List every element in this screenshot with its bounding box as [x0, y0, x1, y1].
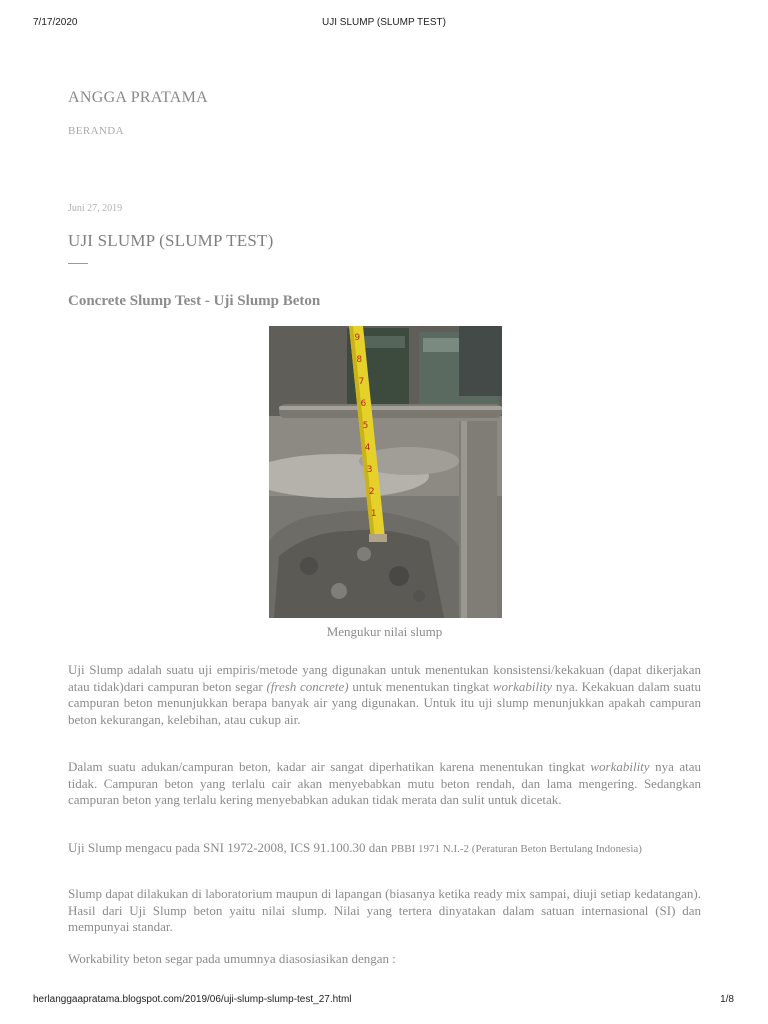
post-title: UJI SLUMP (SLUMP TEST): [68, 231, 274, 250]
tape-number: 5: [362, 421, 369, 431]
tape-number: 7: [358, 377, 365, 387]
image-caption: Mengukur nilai slump: [326, 624, 443, 639]
p3-text-pbbi: PBBI 1971 N.I.-2: [390, 843, 470, 855]
blog-title[interactable]: ANGGA PRATAMA: [68, 89, 208, 106]
tape-number: 6: [360, 399, 367, 409]
p2-italic-workability: workability: [590, 759, 650, 774]
tape-number: 2: [368, 487, 375, 497]
post-date: Juni 27, 2019: [68, 203, 123, 214]
title-divider: [68, 263, 88, 264]
p1-text-c: untuk menentukan tingkat: [348, 678, 493, 694]
print-title: UJI SLUMP (SLUMP TEST): [322, 17, 446, 28]
paragraph-2: [68, 759, 701, 809]
tape-number: 1: [370, 509, 377, 519]
print-page-number: 1/8: [720, 994, 734, 1005]
print-url: herlanggaapratama.blogspot.com/2019/06/uji-slump-slump-test_27.html: [33, 994, 352, 1005]
print-footer: [0, 994, 768, 1008]
nav-link-beranda[interactable]: BERANDA: [68, 125, 124, 137]
tape-number: 4: [364, 443, 371, 453]
print-header: [0, 17, 768, 31]
tape-number: 9: [354, 333, 361, 343]
p2-text-c: nya atau tidak. Campuran beton yang terlalu cair akan menyebabkan mutu beton rendah, dan lama mengering. Sedangkan campuran beton yang terlalu kering menyebabkan adukan tidak merata dan sulit untuk dicetak.: [68, 759, 702, 807]
p1-italic-fresh-concrete: (fresh concrete): [266, 678, 349, 694]
paragraph-3: [68, 840, 701, 858]
p3-text-a: Uji Slump mengacu pada SNI 1972-2008, ICS 91.100.30 dan: [68, 840, 391, 855]
slump-test-illustration: [269, 326, 502, 618]
p2-text-a: Dalam suatu adukan/campuran beton, kadar air sangat diperhatikan karena menentukan tingkat: [68, 759, 591, 774]
section-heading: Concrete Slump Test - Uji Slump Beton: [68, 293, 321, 309]
p1-italic-workability: workability: [492, 678, 553, 694]
tape-number: 8: [356, 355, 363, 365]
tape-number: 3: [366, 465, 373, 475]
p1-text-a: Uji Slump adalah suatu uji empiris/metode yang digunakan untuk menentukan konsistensi/kekakuan (dapat dikerjakan atau tidak)dari campuran beton segar: [68, 662, 701, 694]
slump-test-photo[interactable]: [269, 326, 502, 618]
paragraph-5: Workability beton segar pada umumnya diasosiasikan dengan :: [68, 951, 396, 966]
paragraph-4: Slump dapat dilakukan di laboratorium maupun di lapangan (biasanya ketika ready mix sampai, diuji setiap kedatangan). Hasil dari Uji Slump beton yaitu nilai slump. Nilai yang tertera dinyatakan dalam satuan internasional (SI) dan mempunyai standar.: [68, 886, 701, 934]
print-date: 7/17/2020: [33, 17, 78, 28]
p1-text-e: nya. Kekakuan dalam suatu campuran beton menunjukkan berapa banyak air yang digunakan. Untuk itu uji slump menunjukkan apakah campuran beton kekurangan, kelebihan, atau cukup air.: [68, 678, 701, 727]
p3-text-peraturan: (Peraturan Beton Bertulang Indonesia): [469, 843, 642, 855]
paragraph-1: [68, 662, 701, 728]
